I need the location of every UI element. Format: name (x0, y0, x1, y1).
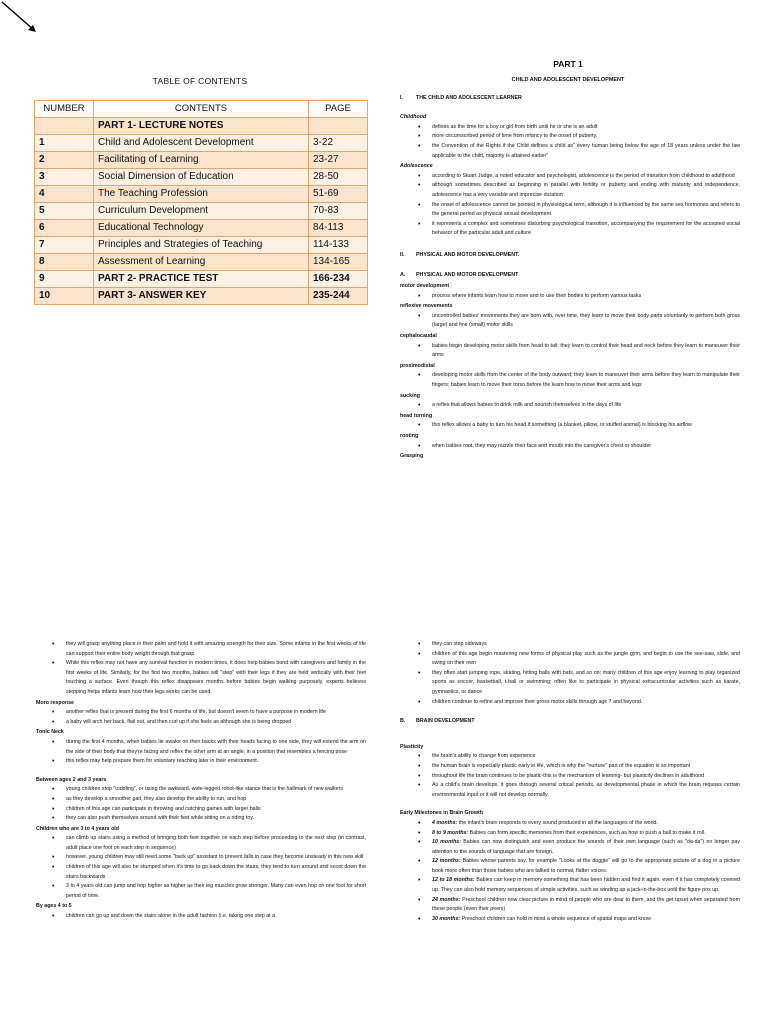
toc-header-row (35, 101, 368, 118)
list-item: • While this reflex may not have any survival function in modern times, it does help babies bond with caregivers and family in the first weeks of life. Similarly, for the first two months, babies will "step" with their legs if they are held vertically with their feet touching a surface. Even though this reflex disappears months before babies begin walking purposely, experts believes stepping helps infants learn how their legs works can be used. (66, 659, 366, 697)
toc-num (35, 118, 94, 135)
page3 (396, 640, 740, 925)
list-item: • a reflex that allows babies to drink milk and nourish themselves in the days of life (432, 401, 740, 411)
list-item: • they can also push themselves around with their feet while sitting on a riding toy. (66, 814, 366, 824)
list-item: • can climb up stairs using a method of bringing both feet together on each step before proceeding to the next step (in contrast, adult place one foot on each step in sequence) (66, 834, 366, 853)
toc-contents: PART 2- PRACTICE TEST (94, 271, 309, 288)
toc-row (35, 271, 368, 288)
toc-contents: Assessment of Learning (94, 254, 309, 271)
section-title: PHYSICAL AND MOTOR DEVELOPMENT. (416, 251, 520, 258)
toc-row (35, 152, 368, 169)
section-number: I. (400, 94, 403, 101)
bullet-list (36, 785, 366, 823)
list-item: • however, young children may still need some "back up" assistant to prevent falls in case they become unsteady in this new skill (66, 853, 366, 863)
milestone-lead: 4 months: (432, 819, 458, 826)
bullet-list (396, 172, 740, 239)
corner-arrow-icon (0, 0, 40, 40)
list-item: • as they develop a smoother gait, they also develop the ability to run, and hop (66, 795, 366, 805)
term-label: By ages 4 to 5 (36, 903, 72, 910)
toc-num: 6 (35, 220, 94, 237)
toc-num: 5 (35, 203, 94, 220)
section-number: B. (400, 718, 406, 725)
toc-page: 51-69 (309, 186, 368, 203)
milestone-text: Babies whose parents say, for example "Looks at the doggie" will go to the appropriate picture of a dog in a picture book more often than those babies who are talked to normal, flatter voices. (432, 858, 740, 874)
toc-title: TABLE OF CONTENTS (152, 76, 248, 86)
bullet-list (396, 371, 740, 390)
toc-num: 7 (35, 237, 94, 254)
toc-contents: Educational Technology (94, 220, 309, 237)
toc-contents: PART 3- ANSWER KEY (94, 288, 309, 305)
list-item: • babies begin developing motor skills from head to tail; they learn to control their head and neck before they learn to maneuver their arms (432, 342, 740, 361)
list-item: • when babies root, they may nuzzle their face and mouth into the caregiver's chest or shoulder (432, 442, 740, 452)
toc-page: 114-133 (309, 237, 368, 254)
toc-num: 2 (35, 152, 94, 169)
toc-page: 70-83 (309, 203, 368, 220)
toc-num: 3 (35, 169, 94, 186)
toc-page: 166-234 (309, 271, 368, 288)
list-item: • they can step sideways (432, 640, 740, 650)
part-title: PART 1 (553, 59, 583, 69)
toc-page: 84-113 (309, 220, 368, 237)
list-item (432, 876, 740, 895)
list-item (432, 838, 740, 857)
list-item: • children of this age will also be stumped when it's time to go back down the stairs; they tend to turn around and scoot down the stairs backwards (66, 863, 366, 882)
list-item: • children of this age can participate in throwing and catching games with larger balls (66, 805, 366, 815)
bullet-list (396, 819, 740, 925)
milestone-text: Babies can form specific memories from their experiences, such as how to push a ball to make it roll. (468, 829, 706, 836)
toc-page (309, 118, 368, 135)
list-item: • children can go up and down the stairs alone in the adult fashion (i.e. taking one step at a (66, 912, 366, 922)
toc-page: 134-165 (309, 254, 368, 271)
milestone-text: the infant's brain responds to every sound produced in all the languages of the world. (457, 819, 658, 826)
milestone-lead: 8 to 9 months: (432, 829, 469, 836)
toc-row (35, 220, 368, 237)
milestone-lead: 10 months: (432, 839, 462, 846)
bullet-list (396, 640, 740, 707)
list-item (432, 915, 740, 925)
section-heading (400, 94, 740, 104)
table-of-contents (30, 72, 370, 305)
milestone-lead: 30 months: (432, 915, 461, 922)
toc-row (35, 237, 368, 254)
bullet-list (36, 834, 366, 901)
toc-contents: Curriculum Development (94, 203, 309, 220)
milestone-text: Preschool children now clear picture in mind of people who are dear to them, and the get upset when separated from these people (even their peers) (432, 896, 740, 913)
toc-num: 9 (35, 271, 94, 288)
bullet-list (396, 442, 740, 452)
milestone-text: Babies can now distinguish and even produce the sounds of their own language (such as "da-da") no longer pay attention to the sounds of language that are foreign. (432, 839, 740, 855)
list-item: • children of this age begin mastering new forms of physical play such as the jungle gym, and begin to use the see-saw, slide, and swing on their own (432, 650, 740, 669)
section-title: THE CHILD AND ADOLESCENT LEARNER (416, 94, 522, 101)
milestone-text: Babies can keep in memory something that has been hidden and find it again, even if it has completely covered up. They can also hold memory sequences of simple activities, such as winding up a jack-in-the-box until the figure pos up. (432, 877, 740, 894)
list-item: • children continue to refine and improve their gross motor skills through age 7 and beyond. (432, 698, 740, 708)
list-item (432, 819, 740, 829)
list-item: • the onset of adolescence cannot be pointed in physiological term, although it is influenced by the same sex hormones and refers to the general period as physical sexual development (432, 201, 740, 220)
toc-row (35, 135, 368, 152)
list-item: • young children stop "toddling", or using the awkward, wide-legged robot-like stance that is the hallmark of new walkers (66, 785, 366, 795)
bullet-list (396, 421, 740, 431)
list-item: • throughout life the brain continues to be plastic-this is the mechanism of learning- but plasticity declines in adulthood (432, 772, 740, 782)
toc-page: 28-50 (309, 169, 368, 186)
list-item: • more circumscribed period of time from infancy to the onset of puberty. (432, 132, 740, 142)
list-item: • a baby will arch her back, flail out, and then curl up if she feels as although she is being dropped (66, 718, 366, 728)
page2 (36, 640, 366, 923)
term-label: Plasticity (400, 743, 424, 750)
term-label: Childhood (400, 114, 427, 121)
toc-page: 3-22 (309, 135, 368, 152)
bullet-list (396, 123, 740, 161)
term-label: reflexive movements (400, 303, 453, 310)
term-label: Children who are 3 to 4 years old (36, 825, 120, 832)
section-heading (400, 717, 740, 727)
term-label: rooting (400, 433, 419, 439)
toc-row (35, 254, 368, 271)
toc-header-page: PAGE (309, 101, 368, 118)
list-item (432, 829, 740, 839)
toc-num: 1 (35, 135, 94, 152)
list-item: • the human brain is especially plastic early in life, which is why the "nurture" part of the equation is so important (432, 762, 740, 772)
list-item: • this reflex allows a baby to turn his head if something (a blanket, pillow, or stuffed animal) is blocking his airflow (432, 421, 740, 431)
toc-num: 8 (35, 254, 94, 271)
list-item: • it represents a complex and sometimes disturbing psychological transition, accompanying the requirement for the accepted social behavior of the particular adult and culture (432, 220, 740, 239)
toc-header-number: NUMBER (35, 101, 94, 118)
bullet-list (396, 752, 740, 800)
toc-row (35, 203, 368, 220)
list-item: • although sometimes described as beginning in parallel with fertility or puberty and ending with maturity and independence, adolescence has a very variable and imprecise duration (432, 181, 740, 200)
milestone-lead: 12 to 18 months: (432, 877, 475, 884)
list-item: • process where infants learn how to move and to use their bodies to perform various tasks (432, 292, 740, 302)
list-item: • the Convention of the Rights if the Child defines a child as" every human being below the age of 18 years unless under the law applicable to the child, majority is attained earlier" (432, 142, 740, 161)
term-label: Between ages 2 and 3 years (36, 776, 107, 783)
term-label: sucking (400, 392, 421, 399)
bullet-list (396, 401, 740, 411)
section-heading (400, 251, 740, 261)
section-title: BRAIN DEVELOPMENT (416, 718, 475, 725)
subsection-heading (400, 271, 740, 281)
toc-table (34, 100, 368, 305)
toc-contents: Principles and Strategies of Teaching (94, 237, 309, 254)
toc-row (35, 288, 368, 305)
toc-row (35, 118, 368, 135)
list-item: • developing motor skills from the center of the body outward; they learn to maneuver their arms before they learn to manipulate their fingers; babies learn to move their torso before the learn how to move their arms and legs (432, 371, 740, 390)
toc-num: 4 (35, 186, 94, 203)
list-item: • according to Stuart Judge, a noted educator and psychologist, adolescence is the period of transition from childhood to adulthood (432, 172, 740, 182)
list-item: • 3 to 4 years old can jump and hop higher as higher as their leg muscles grow stronger. Many can even hop on one foot for short period of time. (66, 882, 366, 901)
term-label: Moro response (36, 699, 74, 706)
list-item: • the brain's ability to change from experience (432, 752, 740, 762)
bullet-list (36, 640, 366, 698)
term-label: Adolescence (400, 163, 433, 170)
part-subtitle: CHILD AND ADOLESCENT DEVELOPMENT (511, 77, 625, 83)
section-number: A. (400, 271, 406, 278)
bullet-list (396, 292, 740, 302)
toc-num: 10 (35, 288, 94, 305)
list-item: • they will grasp anything place in their palm and hold it with amazing strength for their size. Some infants in the first weeks of life can support their entire body weight through that grasp (66, 640, 366, 659)
list-item (432, 896, 740, 915)
part1-page (396, 58, 740, 462)
milestone-text: Preschool children can hold in mind a whole sequence of spatial maps and know (460, 915, 651, 922)
toc-page: 23-27 (309, 152, 368, 169)
list-item: • another reflex that is present during the first 6 months of life, but doesn't seem to have a purpose in modern life (66, 708, 366, 718)
toc-row (35, 186, 368, 203)
milestone-lead: 12 months: (432, 858, 461, 865)
term-label: head turning (400, 412, 433, 419)
bullet-list (36, 912, 366, 922)
list-item: • uncontrolled babies' movements they are born with, over time, they learn to move their body parts voluntarily to perform both gross (large) and fine (small) motor skills (432, 312, 740, 331)
bullet-list (36, 738, 366, 767)
toc-contents: The Teaching Profession (94, 186, 309, 203)
term-label: cephalocaudal (400, 333, 437, 340)
toc-contents: Child and Adolescent Development (94, 135, 309, 152)
list-item (432, 857, 740, 876)
list-item: • this reflex may help prepare them for voluntary reaching later in their environment. (66, 757, 366, 767)
list-item: • during the first 4 months, when babies lie awake on their backs with their heads facing to one side, they will extend the arm on the side of their body that they're facing and reflex the other arm at an angle, in a position that resembles a fencing pose (66, 738, 366, 757)
term-label: Early Milestones in Brain Growth (400, 810, 484, 817)
toc-contents: Facilitating of Learning (94, 152, 309, 169)
bullet-list (36, 708, 366, 727)
list-item: • they often start jumping rope, skating, hitting balls with bats, and so on; many children of this age enjoy learning to play organized sports as soccer, basketball, t-ball or swimming; often like to participate in physical extracurricular activities such as karate, gymnastics, or dance (432, 669, 740, 698)
bullet-list (396, 342, 740, 361)
toc-page: 235-244 (309, 288, 368, 305)
toc-row (35, 169, 368, 186)
term-label: Tonic Neck (36, 729, 64, 736)
milestone-lead: 24 months: (432, 896, 461, 903)
list-item: • As a child's brain develops, it goes through several critical periods, as developmental phase in which the brain requires certain environmental input or it will not develop normally. (432, 781, 740, 800)
section-title: PHYSICAL AND MOTOR DEVELOPMENT (416, 271, 519, 278)
toc-header-contents: CONTENTS (94, 101, 309, 118)
toc-contents: Social Dimension of Education (94, 169, 309, 186)
section-number: II. (400, 251, 405, 258)
term-label: proximodistal (400, 362, 435, 369)
list-item: • defines as the time for a boy or girl from birth until he or she is an adult (432, 123, 740, 133)
term-label: Grasping (400, 453, 424, 460)
term-label: motor development (400, 283, 450, 290)
toc-contents: PART 1- LECTURE NOTES (94, 118, 309, 135)
bullet-list (396, 312, 740, 331)
